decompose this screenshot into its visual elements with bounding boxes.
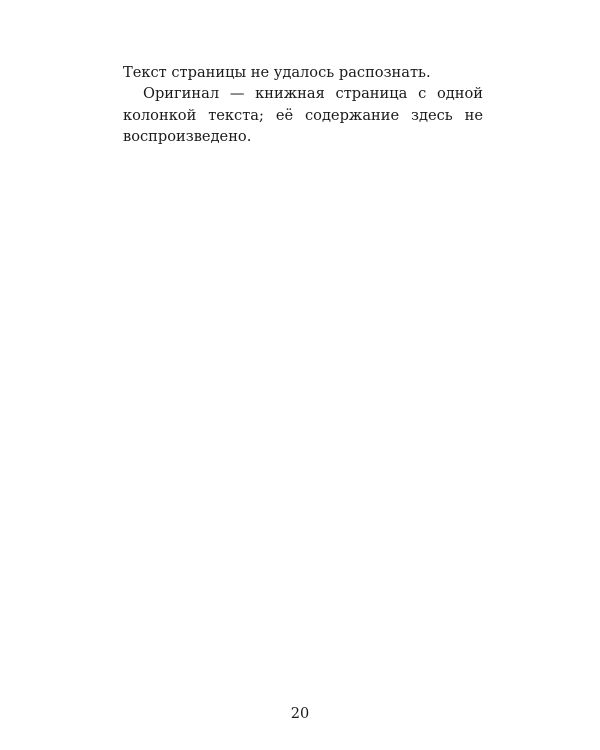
body-text [123, 62, 483, 147]
page-number: 20 [290, 706, 310, 722]
paragraph: Текст страницы не удалось распознать. [123, 64, 431, 81]
paragraph: Оригинал — книжная страница с одной колонкой текста; её содержание здесь не воспроизведено. [123, 85, 483, 145]
